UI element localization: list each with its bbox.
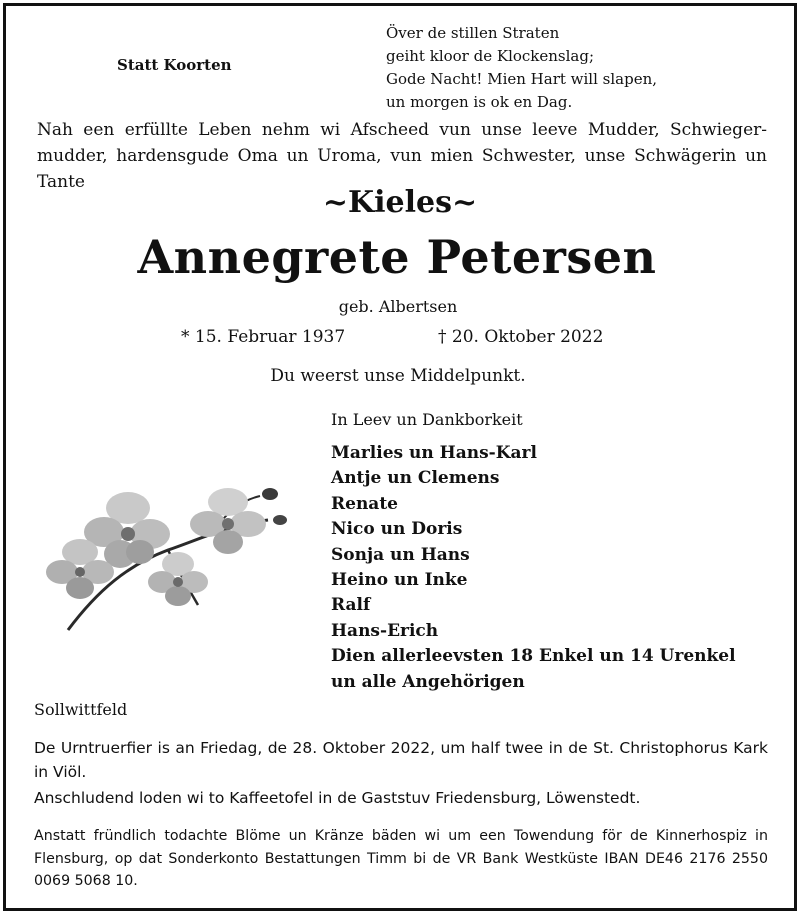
thanks-line: In Leev un Dankborkeit (331, 410, 523, 429)
family-member: Nico un Doris (331, 519, 463, 540)
family-member: Hans-Erich (331, 620, 439, 641)
family-member: un alle Angehörigen (331, 671, 525, 692)
birth-date: * 15. Februar 1937 (181, 327, 346, 347)
family-list (331, 441, 736, 695)
orchid-blossom (84, 492, 170, 568)
poem-line: un morgen is ok en Dag. (386, 93, 573, 111)
family-member: Dien allerleevsten 18 Enkel un 14 Urenkel (331, 646, 736, 667)
orchid-bud (262, 488, 278, 500)
motto: Du weerst unse Middelpunkt. (270, 366, 526, 386)
statt-koorten-label: Statt Koorten (117, 56, 232, 74)
poem-line: Över de stillen Straten (386, 24, 560, 42)
deceased-name: Annegrete Petersen (137, 230, 657, 284)
family-member: Ralf (331, 595, 371, 616)
intro-text: Nah een erfüllte Leben nehm wi Afscheed vun unse leeve Mudder, Schwieger- mudder, hardensgude Oma un Uroma, vun mien Schwester, unse Schwägerin un Tante (37, 120, 767, 192)
death-date: † 20. Oktober 2022 (438, 327, 604, 347)
family-member: Sonja un Hans (331, 544, 470, 565)
orchid-blossom (148, 552, 208, 606)
poem-line: geiht kloor de Klockenslag; (386, 47, 595, 65)
donation-info: Anstatt fründlich todachte Blöme un Kränze bäden wi um een Towendung för de Kinnerhospiz in Flensburg, op dat Sonderkonto Bestattungen Timm bi de VR Bank Westküste IBAN DE46 2176 2550 0069 5068 10. (34, 828, 768, 889)
family-member: Heino un Inke (331, 570, 468, 591)
orchid-bud (273, 515, 287, 525)
place-name: Sollwittfeld (34, 700, 128, 719)
family-member: Antje un Clemens (331, 468, 500, 489)
birth-name: geb. Albertsen (338, 297, 458, 316)
orchid-image (28, 470, 290, 638)
family-member: Renate (331, 493, 398, 514)
nickname: ~Kieles~ (322, 185, 478, 220)
family-member: Marlies un Hans-Karl (331, 443, 537, 463)
coffee-info: Anschludend loden wi to Kaffeetofel in de Gaststuv Friedensburg, Löwenstedt. (34, 789, 641, 807)
poem (386, 22, 657, 114)
service-info: De Urntruerfier is an Friedag, de 28. Oktober 2022, um half twee in de St. Christophorus Kark in Viöl. (34, 739, 768, 781)
poem-line: Gode Nacht! Mien Hart will slapen, (386, 70, 658, 88)
